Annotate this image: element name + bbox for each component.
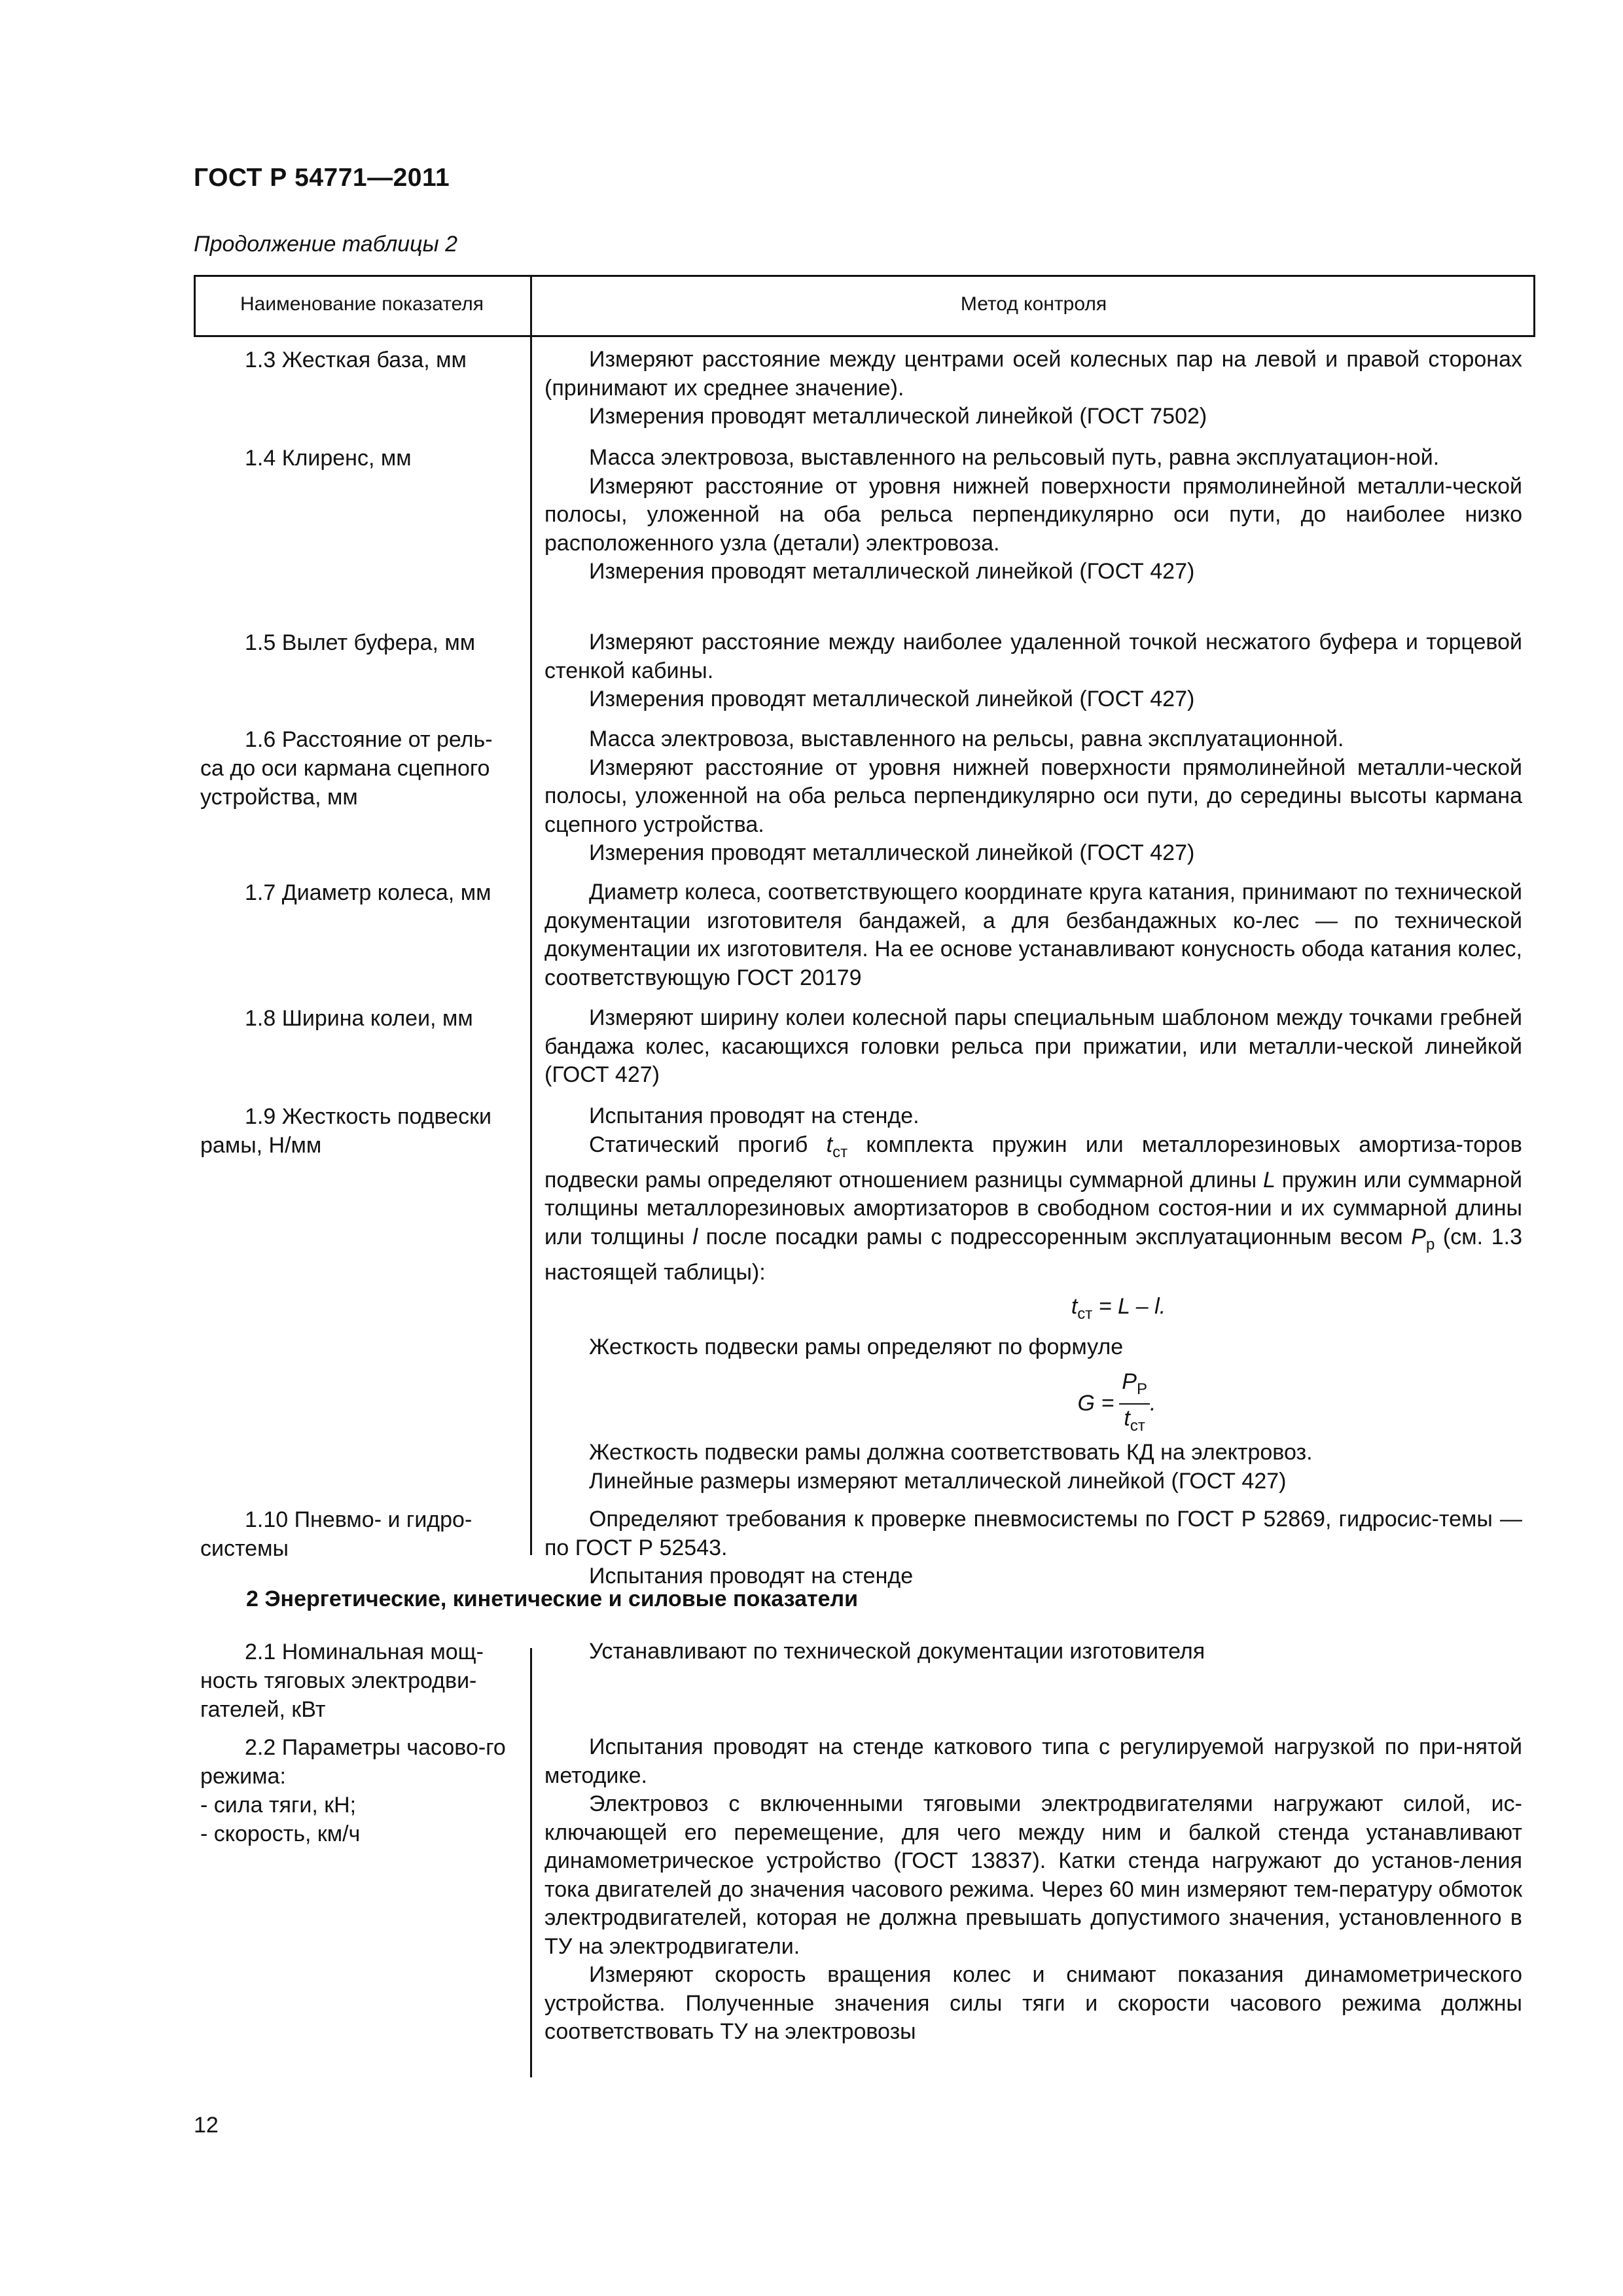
method-paragraph: Электровоз с включенными тяговыми электродвигателями нагружают силой, ис-ключающей его перемещение, для чего между ним и балкой стенда устанавливают динамометрическое устройство (ГОСТ 13837). Катки стенда нагружают до установ-ления тока двигателей до значения часового режима. Через 60 мин измеряют тем-пературу обмоток электродвигателей, которая не должна превышать допустимого значения, установленного в ТУ на электродвигатели. — [544, 1791, 1522, 1959]
method-paragraph: Измеряют расстояние между наиболее удаленной точкой несжатого буфера и торцевой стенкой кабины. — [544, 630, 1522, 683]
method-paragraph: Диаметр колеса, соответствующего координате круга катания, принимают по технической документации изготовителя бандажей, а для безбандажных ко-лес — по технической документации их изготовителя. На ее основе устанавливают конусность обода катания колес, соответствующую ГОСТ 20179 — [544, 880, 1522, 990]
method-paragraph: Жесткость подвески рамы должна соответствовать КД на электровоз. — [589, 1440, 1313, 1465]
row-method — [544, 444, 1522, 586]
method-paragraph: Измеряют ширину колеи колесной пары специальным шаблоном между точками гребней бандажа колес, касающихся головки рельса при прижатии, или металли-ческой линейкой (ГОСТ 427) — [544, 1005, 1522, 1087]
method-paragraph: Испытания проводят на стенде каткового типа с регулируемой нагрузкой по при-нятой методике. — [544, 1734, 1522, 1788]
method-paragraph: Измерения проводят металлической линейкой (ГОСТ 427) — [589, 840, 1195, 865]
row-name: 2.1 Номинальная мощ-ность тяговых электродви-гателей, кВт — [200, 1640, 484, 1722]
standard-code: ГОСТ Р 54771—2011 — [194, 164, 450, 192]
method-paragraph: Статический прогиб $t_{ст}$ комплекта пружин или металлорезиновых амортиза-торов подвески рамы определяют отношением разницы суммарной длины L пружин или суммарной толщины металлорезиновых амортизаторов в свободном состоя-нии и их суммарной длины или толщины l после посадки рамы с подрессоренным эксплуатационным весом $P_р$ (см. 1.3 настоящей таблицы): — [544, 1132, 1522, 1285]
row-name: 1.8 Ширина колеи, мм — [245, 1006, 473, 1031]
page-number: 12 — [194, 2113, 219, 2138]
row-method — [544, 1638, 1522, 1666]
method-paragraph: Масса электровоза, выставленного на рельсы, равна эксплуатационной. — [589, 726, 1344, 751]
row-method — [544, 878, 1522, 992]
row-name — [200, 1733, 513, 1848]
method-paragraph: Жесткость подвески рамы определяют по формуле — [589, 1334, 1124, 1359]
row-name-item: - сила тяги, кН; — [200, 1793, 357, 1818]
method-paragraph: Испытания проводят на стенде. — [589, 1103, 919, 1128]
table-top-border — [194, 275, 1535, 277]
method-paragraph: Масса электровоза, выставленного на рельсовый путь, равна эксплуатацион-ной. — [589, 445, 1440, 470]
column-divider — [530, 275, 532, 1555]
table-header-border — [194, 335, 1535, 337]
row-method — [544, 1733, 1522, 2047]
row-method — [544, 725, 1522, 868]
row-name: 1.4 Клиренс, мм — [245, 446, 412, 471]
method-paragraph: Измеряют расстояние от уровня нижней поверхности прямолинейной металли-ческой полосы, уложенной на оба рельса перпендикулярно оси пути, до наиболее низко расположенного узла (детали) электровоза. — [544, 473, 1522, 556]
column-header-method: Метод контроля — [960, 293, 1107, 315]
row-name-item: - скорость, км/ч — [200, 1821, 361, 1846]
formula-stiffness: G = $\frac{P_Р}{t_{ст}}$ . — [1077, 1369, 1156, 1435]
row-method — [544, 1004, 1522, 1090]
method-paragraph: Линейные размеры измеряют металлической линейкой (ГОСТ 427) — [589, 1468, 1287, 1494]
row-name: 1.10 Пневмо- и гидро-системы — [200, 1507, 473, 1561]
row-name: 1.6 Расстояние от рель-са до оси кармана сцепного устройства, мм — [200, 727, 493, 810]
method-paragraph: Измеряют расстояние между центрами осей колесных пар на левой и правой сторонах (принимают их среднее значение). — [544, 347, 1522, 401]
formula-deflection: $t_{ст} = L - l$. — [1071, 1293, 1166, 1323]
column-divider — [530, 1648, 532, 2077]
method-paragraph: Измерения проводят металлической линейкой (ГОСТ 427) — [589, 687, 1195, 711]
method-paragraph: Испытания проводят на стенде — [589, 1564, 914, 1588]
column-header-name: Наименование показателя — [240, 293, 484, 315]
table-caption: Продолжение таблицы 2 — [194, 232, 457, 257]
method-paragraph: Определяют требования к проверке пневмосистемы по ГОСТ Р 52869, гидросис-темы — по ГОСТ Р 52543. — [544, 1507, 1522, 1560]
method-paragraph: Измерения проводят металлической линейкой (ГОСТ 7502) — [589, 404, 1207, 429]
row-method — [544, 1505, 1522, 1591]
row-method — [544, 346, 1522, 431]
method-paragraph: Измеряют расстояние от уровня нижней поверхности прямолинейной металли-ческой полосы, уложенной на оба рельса перпендикулярно оси пути, до середины высоты кармана сцепного устройства. — [544, 755, 1522, 837]
method-paragraph: Измерения проводят металлической линейкой (ГОСТ 427) — [589, 559, 1195, 584]
row-method — [544, 628, 1522, 714]
section-title: 2 Энергетические, кинетические и силовые показатели — [246, 1587, 859, 1611]
row-name: 1.9 Жесткость подвески рамы, Н/мм — [200, 1104, 491, 1158]
row-method — [544, 1102, 1522, 1496]
row-name: 1.5 Вылет буфера, мм — [245, 630, 476, 655]
method-paragraph: Измеряют скорость вращения колес и снимают показания динамометрического устройства. Полученные значения силы тяги и скорости часового режима должны соответствовать ТУ на электровозы — [544, 1962, 1522, 2044]
method-paragraph: Устанавливают по технической документации изготовителя — [589, 1639, 1205, 1664]
row-name: 1.7 Диаметр колеса, мм — [245, 880, 491, 905]
row-name: 1.3 Жесткая база, мм — [245, 348, 467, 372]
row-name-text: 2.2 Параметры часово-го режима: — [200, 1735, 506, 1789]
